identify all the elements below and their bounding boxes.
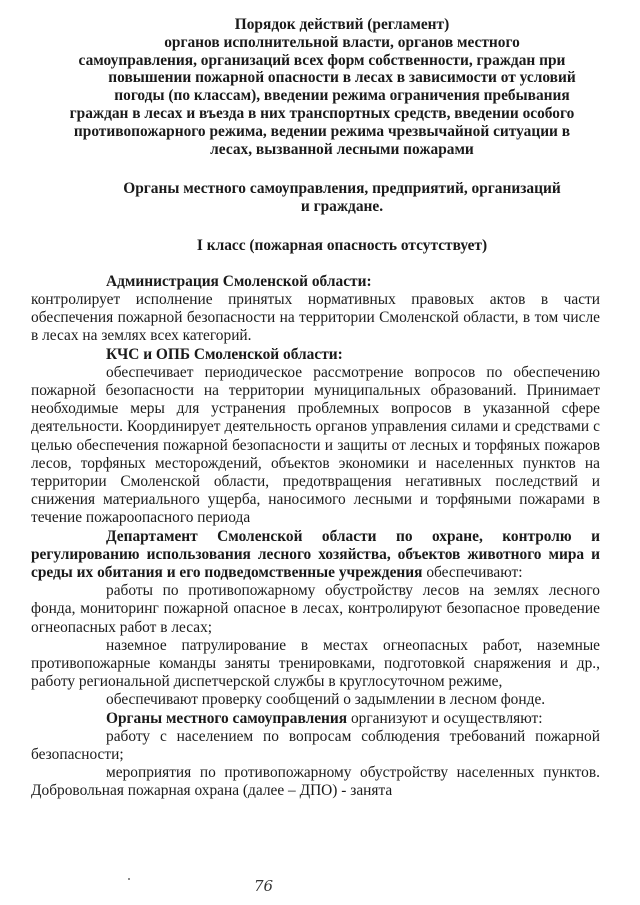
dept-item: обеспечивают проверку сообщений о задымлении в лесном фонде. (106, 691, 546, 709)
local-item: работу с населением по вопросам соблюдения требований пожарной безопасности; (31, 727, 600, 764)
subtitle-line: и граждане. (300, 198, 384, 216)
class-heading: I класс (пожарная опасность отсутствует) (196, 236, 488, 254)
dept-heading: Департамент Смоленской области по охране, контролю и регулированию использования лесного хозяйства, объектов животного мира и среды их обитания и его подведомственные учреждения (31, 527, 600, 582)
title-line: граждан в лесах и въезда в них транспортных средств, введении особого (69, 104, 575, 122)
subtitle-line: Органы местного самоуправления, предприятий, организаций (123, 180, 561, 198)
title-line: повышении пожарной опасности в лесах в зависимости от условий (108, 69, 576, 87)
title-line: погоды (по классам), введении режима ограничения пребывания (114, 87, 570, 105)
local-suffix: организуют и осуществляют: (347, 709, 543, 727)
dept-suffix: обеспечивают: (426, 564, 523, 582)
document-subtitle (84, 180, 600, 216)
local-paragraph (31, 710, 600, 728)
dept-item: наземное патрулирование в местах огнеопасных работ, наземные противопожарные команды заняты тренировками, подготовкой снаряжения и др., работу региональной диспетчерской службы в круглосуточном режиме, (31, 636, 600, 691)
local-item: мероприятия по противопожарному обустройству населенных пунктов. Добровольная пожарная охрана (далее – ДПО) - занята (31, 764, 600, 800)
local-heading: Органы местного самоуправления (106, 709, 348, 727)
kchs-heading: КЧС и ОПБ Смоленской области: (106, 345, 343, 363)
title-line: самоуправления, организаций всех форм собственности, граждан при (78, 51, 566, 69)
admin-paragraph: контролирует исполнение принятых нормативных правовых актов в части обеспечения пожарной безопасности на территории Смоленской области, в том числе в лесах на землях всех категорий. (31, 290, 600, 345)
kchs-paragraph: обеспечивает периодическое рассмотрение вопросов по обеспечению пожарной безопасности на территории муниципальных образований. Принимает необходимые меры для устранения проблемных вопросов в указанной сфере деятельности. Координирует деятельность органов управления силами и средствами с целью обеспечения пожарной безопасности и защиты от лесных и торфяных пожаров лесов, торфяных месторождений, объектов экономики и населенных пунктов на территории Смоленской области, предотвращения негативных последствий и снижения материального ущерба, наносимого лесными и торфяными пожарами в течение пожароопасного периода (31, 363, 600, 527)
admin-heading: Администрация Смоленской области: (106, 272, 372, 290)
title-line: лесах, вызванной лесными пожарами (210, 140, 474, 158)
document-title (69, 16, 600, 158)
page-number: 76 (254, 877, 274, 895)
dept-paragraph (31, 528, 600, 583)
title-line: органов исполнительной власти, органов местного (164, 33, 520, 51)
dept-item: работы по противопожарному обустройству лесов на землях лесного фонда, мониторинг пожарной опасное в лесах, контролируют безопасное проведение огнеопасных работ в лесах; (31, 582, 600, 636)
document-body (31, 273, 600, 801)
scan-speck (128, 878, 130, 880)
title-line: Порядок действий (регламент) (234, 16, 450, 33)
title-line: противопожарного режима, ведении режима чрезвычайной ситуации в (73, 122, 571, 140)
